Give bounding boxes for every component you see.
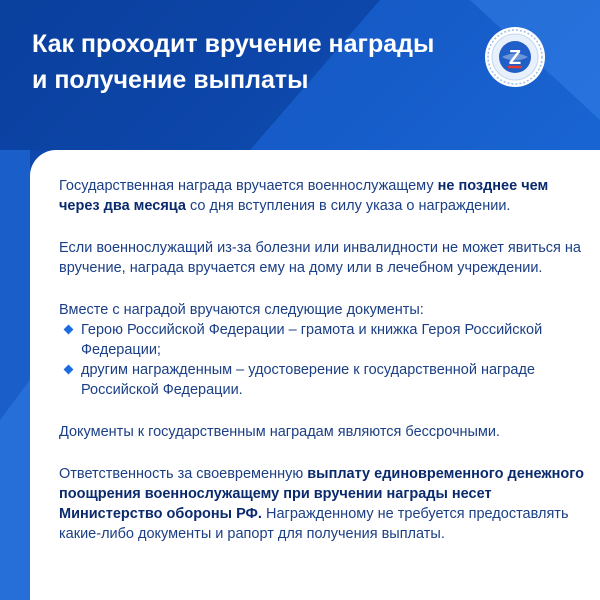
list-item: другим награжденным – удостоверение к государственной награде Российской Федерации. <box>59 360 589 400</box>
list-item: Герою Российской Федерации – грамота и книжка Героя Российской Федерации; <box>59 320 589 360</box>
documents-list-intro: Вместе с наградой вручаются следующие документы: <box>59 302 424 318</box>
content-body <box>59 176 589 566</box>
diamond-bullet-icon <box>64 325 74 335</box>
diamond-bullet-icon <box>64 365 74 375</box>
page-title <box>32 26 452 98</box>
z-emblem-icon <box>484 26 546 88</box>
paragraph-validity: Документы к государственным наградам являются бессрочными. <box>59 424 501 440</box>
title-line-2: и получение выплаты <box>32 66 309 94</box>
title-line-1: Как проходит вручение награды <box>32 30 435 58</box>
svg-text:Z: Z <box>508 47 522 69</box>
documents-list <box>59 300 589 400</box>
paragraph-responsibility: Ответственность за своевременную выплату единовременного денежного поощрения военнослужащему при вручении награды несет Министерство обороны РФ. Награжденному не требуется предоставлять какие-либо документы и рапорт для получения выплаты. <box>59 466 584 542</box>
paragraph-award-term: Государственная награда вручается военнослужащему не позднее чем через два месяца со дня вступления в силу указа о награждении. <box>59 178 549 214</box>
paragraph-home-delivery: Если военнослужащий из-за болезни или инвалидности не может явиться на вручение, награда вручается ему на дому или в лечебном учреждении. <box>59 240 581 276</box>
responsibility-highlight: выплату единовременного денежного поощрения военнослужащему при вручении награды несет Министерство обороны РФ. <box>59 466 584 522</box>
award-term-highlight: не позднее чем через два месяца <box>59 178 549 214</box>
